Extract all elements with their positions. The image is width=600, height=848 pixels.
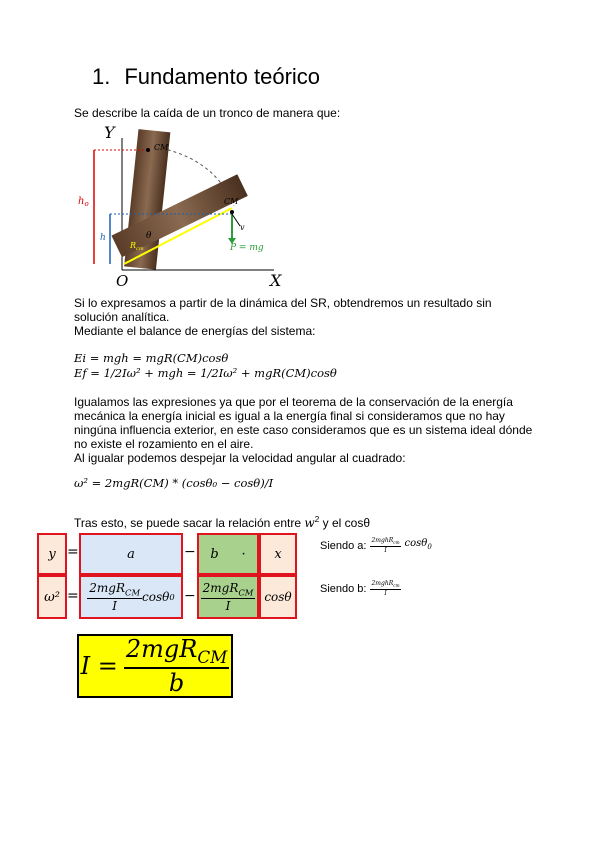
velocity-label: v	[240, 223, 245, 232]
falling-log-figure	[74, 120, 294, 290]
origin-label: O	[116, 272, 129, 290]
y-axis-label: Y	[104, 123, 115, 142]
h0-label: $h_o$	[78, 196, 89, 208]
cm-mid-label: CM	[224, 197, 239, 206]
result-inertia-formula: I = $\frac{2mgR_{CM}}{b}$	[77, 634, 233, 698]
cell-a-expression: $\frac{2mgR_{CM}}{I}$ cosθ 0	[79, 575, 183, 619]
paragraph-conservation: Igualamos las expresiones ya que por el teorema de la conservación de la energía mecánica la energía inicial es igual a la energía final si consideramos que no hay ningúna influencia exterior, en este caso consideramos que es un sistema ideal dónde no existe el rozamiento en el aire.	[74, 395, 533, 451]
cm-mid-point	[230, 210, 234, 214]
section-title: Fundamento teórico	[124, 64, 321, 89]
paragraph-clear-omega: Al igualar podemos despejar la velocidad angular al cuadrado:	[74, 451, 406, 465]
definition-a: Siendo a: $\frac{2mghR_{cm}}{I}$ cosθ$_0$	[320, 537, 432, 555]
equation-omega-squared: ω² = 2mgR(CM) * (cosθ₀ − cosθ)/I	[74, 476, 274, 490]
cell-cos: cosθ	[259, 575, 297, 619]
cell-x: x	[259, 533, 297, 575]
cm-top-point	[146, 148, 150, 152]
op-minus-2: −	[184, 588, 196, 604]
theta-label: θ	[146, 231, 152, 241]
paragraph-dynamics: Si lo expresamos a partir de la dinámica del SR, obtendremos un resultado sin solución analítica.	[74, 296, 492, 324]
cell-a: a	[79, 533, 183, 575]
rcm-label: $R_{cm}$	[130, 241, 144, 252]
paragraph-energy-balance: Mediante el balance de energías del sistema:	[74, 324, 316, 338]
cell-b: b ·	[197, 533, 259, 575]
cell-omega2: ω²	[37, 575, 67, 619]
op-equals-1: =	[67, 544, 79, 560]
section-heading	[92, 64, 320, 90]
equation-final-energy: Ef = 1/2Iω² + mgh = 1/2Iω² + mgR(CM)cosθ	[74, 366, 337, 380]
cell-y: y	[37, 533, 67, 575]
op-equals-2: =	[67, 588, 79, 604]
intro-text: Se describe la caída de un tronco de manera que:	[74, 106, 341, 120]
equation-initial-energy: Ei = mgh = mgR(CM)cosθ	[74, 351, 229, 365]
op-minus-1: −	[184, 544, 196, 560]
x-axis-label: X	[270, 271, 282, 290]
paragraph-relation: Tras esto, se puede sacar la relación entre $w^2$ y el cosθ	[74, 514, 370, 530]
definition-b: Siendo b: $\frac{2mghR_{cm}}{I}$	[320, 580, 400, 598]
section-number: 1.	[92, 64, 111, 89]
h-label: h	[100, 233, 106, 243]
cell-b-expression: $\frac{2mgR_{CM}}{I}$	[197, 575, 259, 619]
weight-label: P = mg	[230, 243, 264, 253]
cm-top-label: CM	[154, 143, 169, 152]
